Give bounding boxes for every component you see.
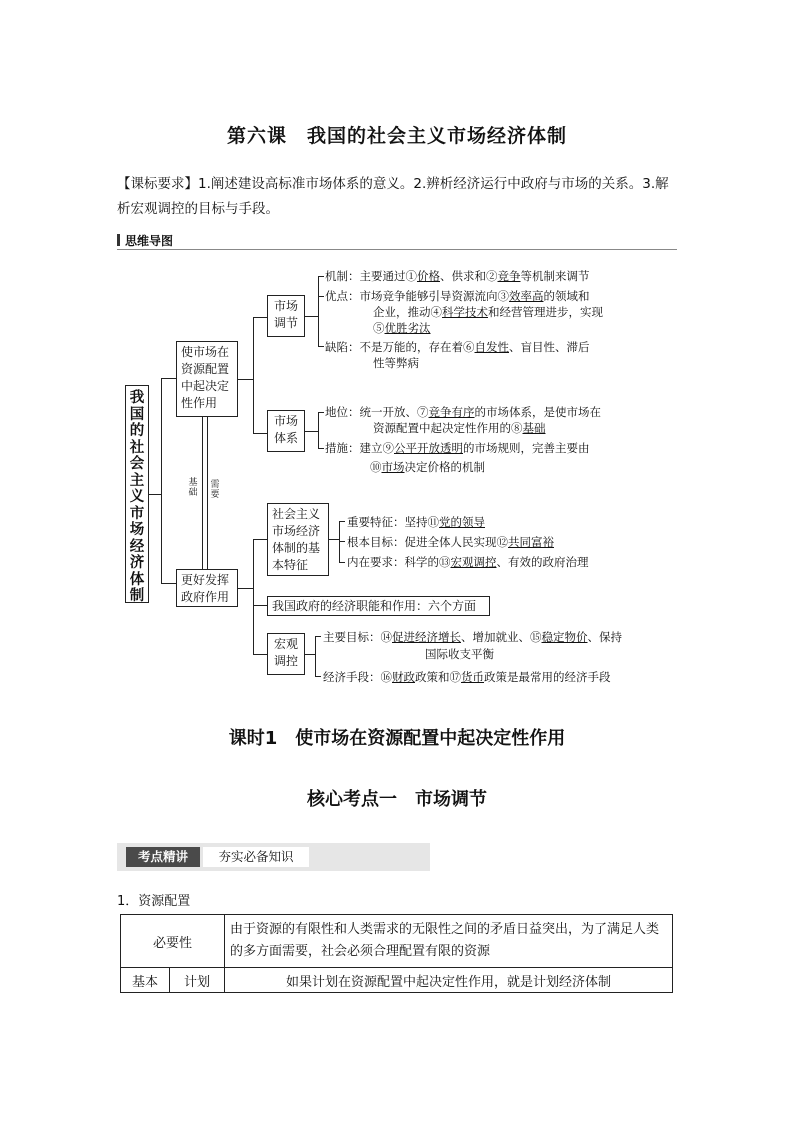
measure-line-1: 措施：建立⑨公平开放透明的市场规则，完善主要由 [325, 441, 590, 455]
goal-line-2: 国际收支平衡 [425, 647, 494, 661]
node-socialist-features: 社会主义市场经济体制的基本特征 [267, 503, 329, 576]
connector [161, 583, 176, 584]
connector [318, 412, 319, 448]
curriculum-requirements: 【课标要求】1.阐述建设高标准市场体系的意义。2.辨析经济运行中政府与市场的关系。3.解析宏观调控的目标与手段。 [117, 176, 669, 217]
connector [161, 378, 162, 583]
position-line-1: 地位：统一开放、⑦竞争有序的市场体系，是使市场在 [325, 405, 601, 419]
connector [318, 346, 324, 347]
connector [305, 654, 315, 655]
connector [318, 276, 319, 346]
table-row [121, 915, 673, 968]
link-label-basis: 基础 [188, 478, 198, 498]
kaodian-sublabel: 夯实必备知识 [203, 847, 309, 867]
connector [339, 541, 345, 542]
connector [253, 539, 267, 540]
core-point-title: 核心考点一 市场调节 [307, 789, 487, 810]
node-market-system: 市场体系 [267, 410, 305, 452]
table-cell: 如果计划在资源配置中起决定性作用，就是计划经济体制 [225, 968, 673, 993]
connector [161, 378, 176, 379]
mindmap-root: 我国的社会主义市场经济体制 [125, 385, 149, 603]
measure-line-2: ⑩市场决定价格的机制 [370, 460, 485, 474]
connector [318, 412, 324, 413]
connector [305, 316, 318, 317]
advantage-line-2: 企业，推动④科学技术和经营管理进步，实现 [373, 305, 603, 319]
node-market-regulation: 市场调节 [267, 295, 305, 337]
connector [315, 636, 321, 637]
connector [339, 562, 345, 563]
arrow-down [207, 417, 208, 569]
connector [238, 379, 253, 380]
table-cell: 必要性 [121, 915, 225, 968]
advantage-line-1: 优点：市场竞争能够引导资源流向③效率高的领域和 [325, 289, 590, 303]
table-row [121, 968, 673, 993]
mindmap-header [117, 233, 677, 250]
connector [315, 676, 321, 677]
mindmap-label: 思维导图 [125, 234, 174, 248]
defect-line-2: 性等弊病 [373, 356, 419, 370]
class-title: 课时1 使市场在资源配置中起决定性作用 [228, 728, 566, 749]
defect-line-1: 缺陷：不是万能的，存在着⑥自发性、盲目性、滞后 [325, 340, 590, 354]
connector [253, 539, 254, 654]
feature-line-1: 重要特征：坚持⑪党的领导 [347, 515, 485, 529]
mechanism-line: 机制：主要通过①价格、供求和②竞争等机制来调节 [325, 269, 590, 283]
kaodian-banner [117, 843, 430, 871]
table-cell: 计划 [170, 968, 225, 993]
connector [329, 539, 339, 540]
connector [253, 433, 267, 434]
feature-line-2: 根本目标：促进全体人民实现⑫共同富裕 [347, 535, 554, 549]
connector [305, 431, 318, 432]
connector [253, 605, 267, 606]
advantage-line-3: ⑤优胜劣汰 [373, 321, 431, 335]
connector [318, 448, 324, 449]
position-line-2: 资源配置中起决定性作用的⑧基础 [373, 421, 546, 435]
connector [339, 521, 345, 522]
table-cell: 基本 [121, 968, 170, 993]
header-bar-icon [117, 234, 120, 246]
goal-line-1: 主要目标：⑭促进经济增长、增加就业、⑮稳定物价、保持 [323, 630, 622, 644]
node-gov-functions: 我国政府的经济职能和作用：六个方面 [267, 596, 490, 616]
connector [149, 494, 161, 495]
section-heading: 1．资源配置 [117, 894, 191, 909]
lesson-title: 第六课 我国的社会主义市场经济体制 [226, 125, 567, 147]
connector [318, 296, 324, 297]
arrow-up [202, 417, 203, 569]
feature-line-3: 内在要求：科学的⑬宏观调控、有效的政府治理 [347, 555, 589, 569]
connector [253, 654, 267, 655]
branch-government-role: 更好发挥政府作用 [176, 569, 238, 607]
means-line: 经济手段：⑯财政政策和⑰货币政策是最常用的经济手段 [323, 670, 611, 684]
resource-allocation-table [120, 914, 673, 993]
connector [253, 317, 254, 433]
link-label-need: 需要 [210, 480, 220, 500]
connector [318, 276, 324, 277]
branch-market-decisive: 使市场在资源配置中起决定性作用 [176, 341, 238, 417]
table-cell: 由于资源的有限性和人类需求的无限性之间的矛盾日益突出，为了满足人类的多方面需要，社会必须合理配置有限的资源 [225, 915, 673, 968]
node-macro-control: 宏观调控 [267, 633, 305, 675]
kaodian-label: 考点精讲 [126, 847, 200, 867]
connector [315, 636, 316, 676]
connector [253, 317, 267, 318]
connector [238, 588, 253, 589]
